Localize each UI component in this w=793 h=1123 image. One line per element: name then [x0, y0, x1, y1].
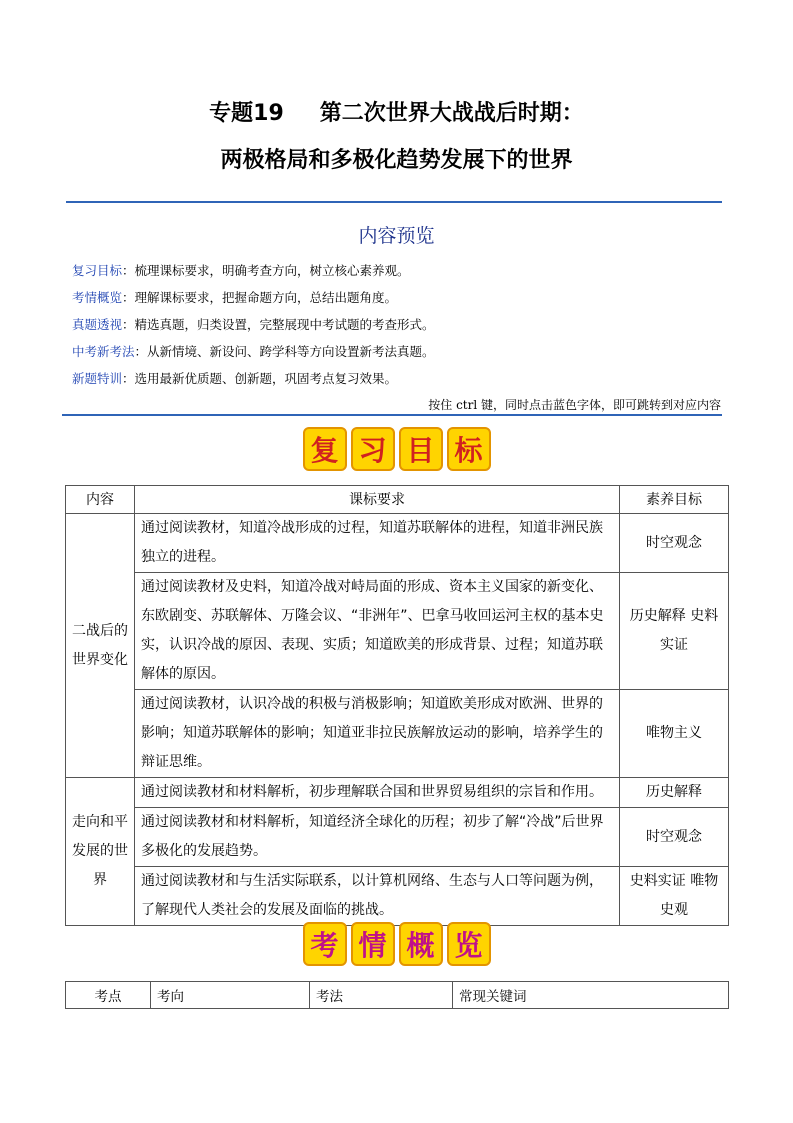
preview-link[interactable]: 复习目标: [72, 263, 123, 278]
badge-char: 览: [447, 922, 491, 966]
preview-heading: 内容预览: [358, 225, 435, 247]
table-header-row: [66, 486, 729, 514]
exam-overview-table: [65, 981, 729, 1009]
requirement-cell: 通过阅读教材及史料，知道冷战对峙局面的形成、资本主义国家的新变化、东欧剧变、苏联解体、万隆会议、“非洲年”、巴拿马收回运河主权的基本史实，认识冷战的原因、表现、实质；知道欧美的形成背景、过程；知道苏联解体的原因。: [135, 573, 620, 690]
group-name: 走向和平发展的世界: [66, 778, 135, 926]
preview-item[interactable]: 中考新考法：从新情境、新设问、跨学科等方向设置新考法真题。: [72, 344, 435, 359]
page-title: [0, 96, 793, 127]
preview-item[interactable]: 考情概览：理解课标要求，把握命题方向，总结出题角度。: [72, 290, 398, 305]
goal-cell: 时空观念: [620, 808, 729, 867]
badge-char: 习: [351, 427, 395, 471]
column-header: 考法: [310, 982, 453, 1009]
goal-cell: 历史解释 史料实证: [620, 573, 729, 690]
goal-cell: 唯物主义: [620, 690, 729, 778]
badge-char: 考: [303, 922, 347, 966]
section-badge-exam-overview: [0, 922, 793, 966]
column-header: 课标要求: [135, 486, 620, 514]
requirement-cell: 通过阅读教材和与生活实际联系，以计算机网络、生态与人口等问题为例，了解现代人类社会的发展及面临的挑战。: [135, 867, 620, 926]
goal-cell: 历史解释: [620, 778, 729, 808]
requirement-cell: 通过阅读教材和材料解析，初步理解联合国和世界贸易组织的宗旨和作用。: [135, 778, 620, 808]
table-row: [66, 573, 729, 690]
badge-char: 概: [399, 922, 443, 966]
preview-link[interactable]: 考情概览: [72, 290, 123, 305]
requirement-cell: 通过阅读教材，知道冷战形成的过程，知道苏联解体的进程，知道非洲民族独立的进程。: [135, 514, 620, 573]
table-row: [66, 808, 729, 867]
preview-item[interactable]: 真题透视：精选真题，归类设置，完整展现中考试题的考查形式。: [72, 317, 435, 332]
column-header: 考向: [151, 982, 310, 1009]
requirement-cell: 通过阅读教材，认识冷战的积极与消极影响；知道欧美形成对欧洲、世界的影响；知道苏联解体的影响；知道亚非拉民族解放运动的影响，培养学生的辩证思维。: [135, 690, 620, 778]
badge-char: 情: [351, 922, 395, 966]
preview-item[interactable]: 新题特训：选用最新优质题、创新题，巩固考点复习效果。: [72, 371, 398, 386]
divider: [62, 414, 722, 416]
preview-link[interactable]: 真题透视: [72, 317, 123, 332]
section-badge-review-goals: [0, 427, 793, 471]
requirement-cell: 通过阅读教材和材料解析，知道经济全球化的历程；初步了解“冷战”后世界多极化的发展趋势。: [135, 808, 620, 867]
column-header: 常现关键词: [453, 982, 729, 1009]
column-header: 内容: [66, 486, 135, 514]
page-subtitle: 两极格局和多极化趋势发展下的世界: [220, 148, 573, 173]
goal-cell: 史料实证 唯物史观: [620, 867, 729, 926]
table-row: [66, 867, 729, 926]
divider: [66, 201, 722, 203]
review-goals-table: [65, 485, 729, 926]
column-header: 素养目标: [620, 486, 729, 514]
title-main: 第二次世界大战战后时期：: [319, 101, 584, 126]
column-header: 考点: [66, 982, 151, 1009]
title-prefix: 专题19: [209, 101, 284, 126]
badge-char: 目: [399, 427, 443, 471]
table-row: [66, 690, 729, 778]
badge-char: 复: [303, 427, 347, 471]
preview-item[interactable]: 复习目标：梳理课标要求，明确考查方向，树立核心素养观。: [72, 263, 410, 278]
badge-char: 标: [447, 427, 491, 471]
navigation-hint: 按住 ctrl 键，同时点击蓝色字体，即可跳转到对应内容: [428, 398, 721, 412]
preview-link[interactable]: 中考新考法: [72, 344, 135, 359]
table-row: [66, 778, 729, 808]
table-header-row: [66, 982, 729, 1009]
goal-cell: 时空观念: [620, 514, 729, 573]
preview-link[interactable]: 新题特训: [72, 371, 123, 386]
group-name: 二战后的世界变化: [66, 514, 135, 778]
table-row: [66, 514, 729, 573]
